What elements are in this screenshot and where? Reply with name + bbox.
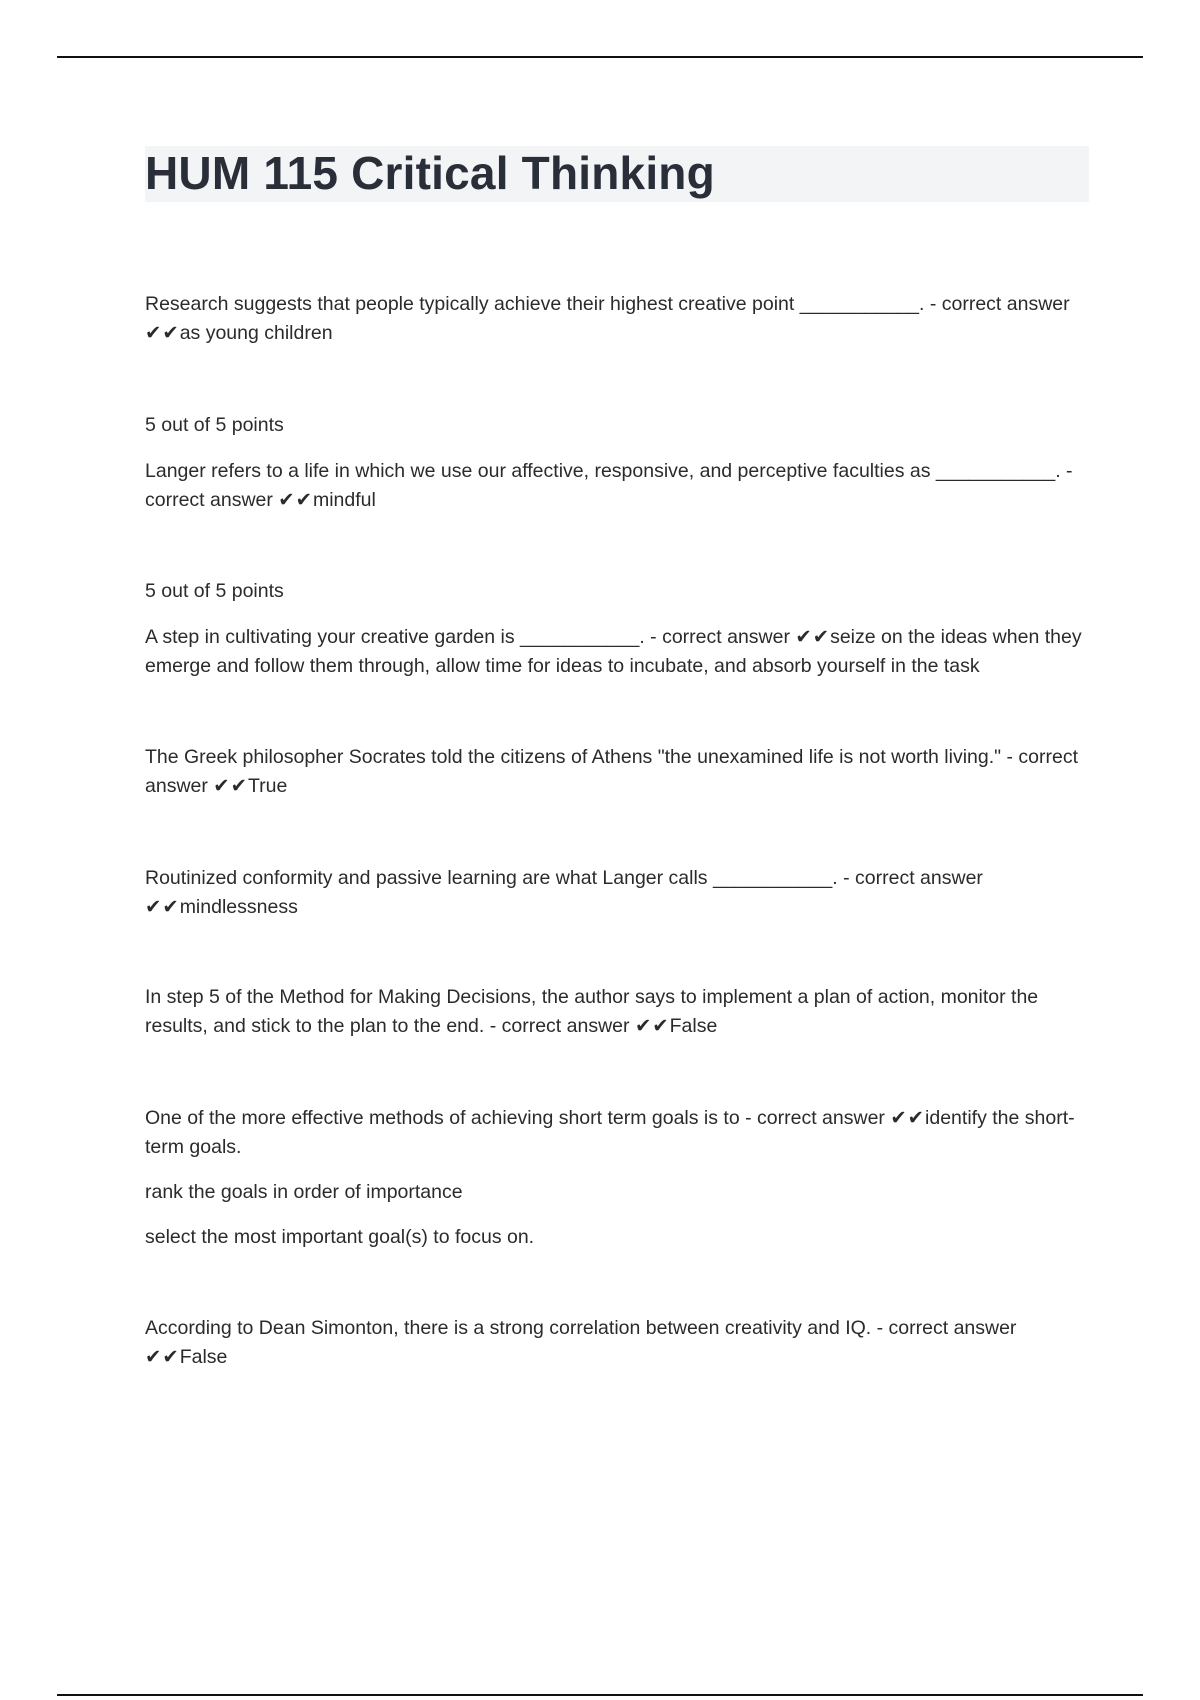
header-rule [57, 56, 1143, 58]
answer-prefix: - correct answer [876, 1317, 1017, 1339]
answer-text: False [179, 1345, 228, 1368]
answer-text: True [247, 774, 288, 797]
qa-item [145, 983, 1090, 1040]
double-check-icon: ✔✔ [145, 895, 180, 918]
question-text: One of the more effective methods of achieving short term goals is to [145, 1107, 740, 1129]
answer-prefix: - correct answer [489, 1014, 630, 1037]
question-text: Routinized conformity and passive learning are what Langer calls ___________. [145, 867, 838, 889]
double-check-icon: ✔✔ [795, 626, 831, 648]
double-check-icon: ✔✔ [145, 1345, 180, 1368]
score-line: 5 out of 5 points [145, 414, 284, 436]
answer-text: mindful [312, 488, 376, 511]
question-text: According to Dean Simonton, there is a strong correlation between creativity and IQ. [145, 1317, 872, 1339]
qa-item [145, 743, 1090, 800]
double-check-icon: ✔✔ [278, 488, 313, 511]
double-check-icon: ✔✔ [213, 774, 248, 797]
answer-text: False [669, 1014, 718, 1037]
answer-prefix: - correct answer [929, 293, 1070, 315]
double-check-icon: ✔✔ [145, 321, 180, 344]
qa-item [145, 457, 1090, 514]
score-line: 5 out of 5 points [145, 580, 284, 602]
answer-prefix: - correct answer [145, 460, 1073, 511]
qa-item [145, 290, 1090, 347]
question-text: In step 5 of the Method for Making Decisions, the author says to implement a plan of action, monitor the results, and stick to the plan to the end. [145, 986, 1039, 1037]
question-text: Langer refers to a life in which we use our affective, responsive, and perceptive faculties as ___________. [145, 460, 1061, 482]
answer-prefix: - correct answer [650, 626, 790, 648]
answer-text: mindlessness [179, 895, 298, 918]
qa-item [145, 623, 1090, 680]
qa-item [145, 1314, 1090, 1371]
answer-continuation: select the most important goal(s) to focus on. [145, 1226, 535, 1248]
answer-prefix: - correct answer [745, 1107, 885, 1129]
answer-text: as young children [179, 321, 333, 344]
answer-text: seize on the ideas when they emerge and follow them through, allow time for ideas to incubate, and absorb yourself in the task [145, 626, 1082, 677]
double-check-icon: ✔✔ [634, 1014, 670, 1037]
answer-continuation: rank the goals in order of importance [145, 1181, 463, 1203]
qa-item [145, 1104, 1090, 1161]
page-title: HUM 115 Critical Thinking [145, 147, 715, 199]
double-check-icon: ✔✔ [890, 1107, 926, 1129]
answer-prefix: - correct answer [145, 746, 1078, 797]
answer-prefix: - correct answer [843, 867, 983, 889]
question-text: The Greek philosopher Socrates told the citizens of Athens "the unexamined life is not worth living." [145, 746, 1002, 768]
footer-rule [57, 1694, 1143, 1696]
question-text: A step in cultivating your creative garden is ___________. [145, 626, 645, 648]
answer-text: identify the short-term goals. [145, 1107, 1075, 1158]
qa-item [145, 864, 1090, 921]
question-text: Research suggests that people typically achieve their highest creative point ___________. [145, 293, 925, 315]
